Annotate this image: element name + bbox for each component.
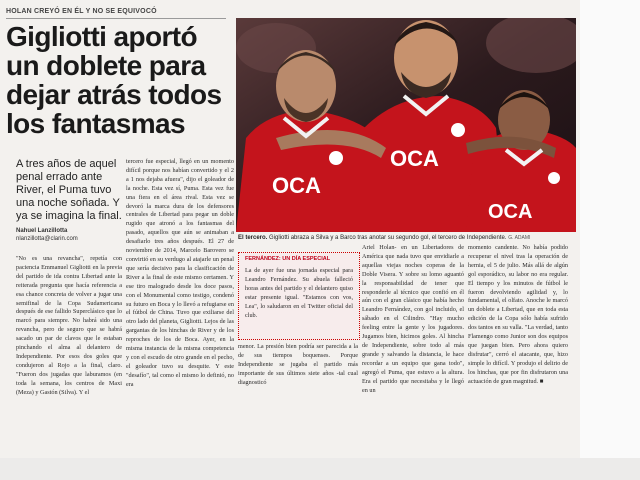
column-2-text: tercero fue especial, llegó en un momento difícil porque nos habían convertido y el 2 a 1 nos dejaba afuera", dijo el goleador de la noche. Esta vez sí, Puma. Esta vez fue una fiera en el área rival. Esta vez se devoró la marca dura de los defensores centrales de Libertad para pegar un doble rugido que atronó a los fantasmas del pasado, aquellos que aún se animaban a desafiarlo tres años después. El 27 de noviembre de 2014, Marcelo Barovero se convirtió en su verdugo al atajarle un penal que sería decisivo para la clasificación de River a la final de este mismo certamen. Y ese tiro malogrado desde los doce pasos, con el Monumental como testigo, condenó su futuro en Boca y lo llevó a refugiarse en el fútbol de China. Tuvo que exiliarse del otro lado del planeta, Gigliotti. Lejos de las gargantas de los hinchas de River y de los reproches de los de Boca. Ayer, en la misma instancia de la misma competencia y con el escudo de otro grande en el pecho, el goleador tuvo su desquite. Y este "desafío", tal como el mismo lo definió, no era: [126, 158, 234, 388]
column-1-text: "No es una revancha", repetía con paciencia Emmanuel Gigliotti en la previa del partido de ida contra Libertad ante la reiterada pregunta que hacía referencia a esa chance concreta de volver a jugar una semifinal de la Copa Sudamericana después de ese fallido Superclásico que lo marcó para siempre. No habrá sido una revancha, pero de seguro que se habrá sacado un par de clavos que le estaban pinchando el alma al delantero de Independiente. Por esos dos goles que condujeron al Rojo a la final, claro. "Fueron dos jugadas que laburamos (en toda la semana, los centros de Maxi (Meza) y Gastón (Silva). Y el: [16, 255, 122, 396]
column-3: [238, 343, 358, 455]
column-1: [16, 255, 122, 455]
column-5: [468, 244, 568, 456]
column-5-text: momento candente. No había podido recuperar el nivel tras la operación de hernia, el 5 de julio. Más allá de algún gol esporádico, su labor no era regular. El tiempo y los minutos de fútbol le fueron devolviendo agilidad y, lo fundamental, el olfato. Anoche le marcó un doblete a Libertad, que en toda esta edición de la Copa sólo había sufrido dos tantos en su valla. "La verdad, tanto Flamengo como Junior son dos equipos que juegan bien. Pero ahora quiero disfrutar", cerró el atacante, que, hizo simple lo difícil. Y produjo el delirio de los hinchas, que por fin disfrutaron una actuación de gran magnitud. ■: [468, 244, 568, 385]
player-left-head: [276, 50, 336, 122]
photo-players-celebrating: [236, 18, 576, 232]
kicker-rule: [6, 18, 226, 19]
caption-credit: G. ADAMI: [508, 235, 531, 241]
jersey-sponsor-right: OCA: [488, 201, 533, 223]
sidebar-box-title: FERNÁNDEZ: UN DÍA ESPECIAL: [245, 256, 331, 262]
column-4: [362, 244, 464, 456]
crest-right: [548, 172, 560, 184]
kicker: HOLAN CREYÓ EN ÉL Y NO SE EQUIVOCÓ: [6, 8, 157, 15]
page-bottom-edge: [0, 458, 640, 480]
sidebar-box-body: La de ayer fue una jornada especial para Leandro Fernández. Su abuela falleció horas antes del partido y el delantero quiso estar presente igual. "Estamos con vos, Lea", lo saludaron en el Twitter oficial del club.: [245, 267, 353, 319]
byline-email: nlanzillotta@clarin.com: [16, 236, 78, 242]
headline: Gigliotti aportó un doblete para dejar atrás todos los fantasmas: [6, 21, 222, 139]
caption-text: Gigliotti abraza a Silva y a Barco tras anotar su segundo gol, el tercero de Independiente.: [269, 235, 507, 241]
crest-left: [329, 151, 343, 165]
caption-lead: El tercero.: [238, 235, 268, 241]
photo-caption: [238, 234, 578, 242]
byline-name: Nahuel Lanzillotta: [16, 228, 68, 234]
page-margin-right: [580, 0, 640, 480]
deck: A tres años de aquel penal errado ante River, el Puma tuvo una noche soñada. Y ya se imagina la final.: [16, 158, 122, 222]
column-3-text: menor. La presión bien podría ser parecida a la de sus tiempos boquenses. Porque Independiente se jugaba el partido más importante de sus últimos siete años -tal cual diagnosticó: [238, 343, 358, 386]
column-2: [126, 158, 234, 456]
byline: [16, 227, 128, 243]
photo-illustration: [236, 18, 576, 232]
jersey-sponsor-left: OCA: [272, 173, 321, 198]
crest-center: [451, 123, 465, 137]
sidebar-box: [238, 252, 360, 340]
column-4-text: Ariel Holan- en un Libertadores de América que nada tuvo que envidiarle a aquellas viejas noches coperas de la Doble Visera. Y sobre su lomo aguantó la responsabilidad de tener que responderle al técnico que confió en él aún con el gran clásico que había hecho Leandro Fernández, con gol incluido, el sábado en el Cilindro. "Hay mucho feeling entre la gente y los jugadores. Jugamos bien, hicimos goles. Al hincha de Independiente, sobre todo al más grande y salvando la distancia, le hace recordar a un equipo que gana todo", agregó el Puma, que estuvo a la altura. Era el partido que necesitaba y le llegó en un: [362, 244, 464, 394]
jersey-sponsor-center: OCA: [390, 146, 439, 171]
